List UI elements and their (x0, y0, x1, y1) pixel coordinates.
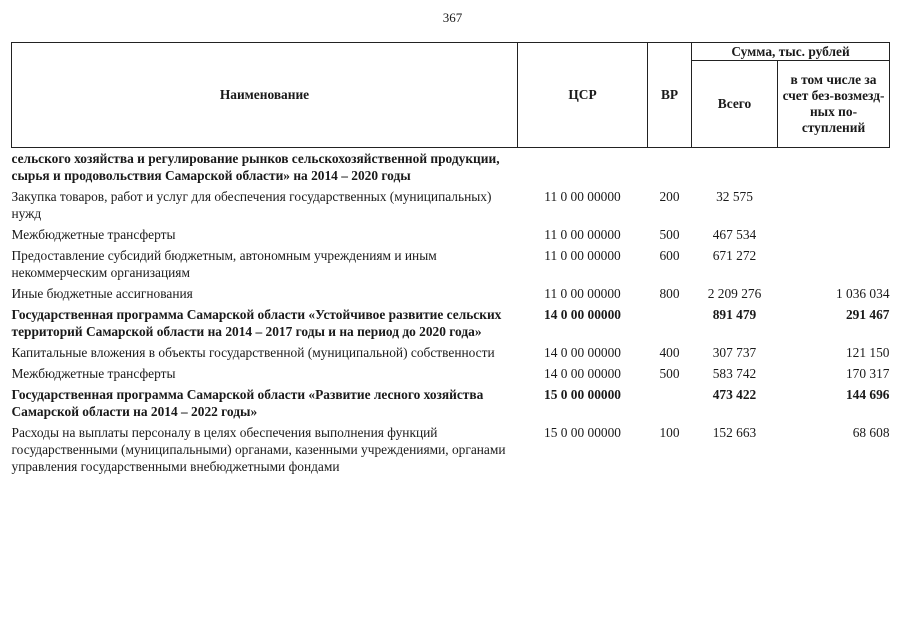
table-row (12, 302, 890, 340)
row-total: 891 479 (712, 307, 757, 322)
row-vr: 100 (659, 425, 680, 440)
row-csr: 15 0 00 00000 (544, 425, 621, 440)
header-sum-group: Сумма, тыс. рублей (692, 43, 890, 61)
row-csr: 14 0 00 00000 (544, 345, 621, 360)
header-gratuitous: в том числе за счет без-возмезд-ных по-ступлений (778, 61, 890, 148)
row-name: Государственная программа Самарской области «Развитие лесного хозяйства Самарской области на 2014 – 2022 годы» (11, 387, 484, 419)
row-gratuitous: 121 150 (845, 345, 890, 360)
table-header (12, 43, 890, 148)
row-name: Закупка товаров, работ и услуг для обеспечения государственных (муниципальных) нужд (11, 189, 492, 221)
row-csr (518, 148, 648, 185)
row-gratuitous: 1 036 034 (835, 286, 890, 301)
row-total: 467 534 (712, 227, 757, 242)
table-row (12, 148, 890, 185)
row-total: 671 272 (712, 248, 757, 263)
row-name: Межбюджетные трансферты (11, 227, 176, 242)
row-csr: 15 0 00 00000 (544, 387, 621, 402)
page-number: 367 (442, 10, 463, 25)
table-row (12, 222, 890, 243)
row-total: 152 663 (712, 425, 757, 440)
row-total: 32 575 (716, 189, 753, 204)
table-row (12, 361, 890, 382)
row-vr: 400 (659, 345, 680, 360)
row-csr: 11 0 00 00000 (544, 286, 621, 301)
row-gratuitous: 170 317 (845, 366, 890, 381)
table-row (12, 243, 890, 281)
table-row (12, 382, 890, 420)
row-total (692, 148, 778, 185)
table-row (12, 184, 890, 222)
row-vr (648, 382, 692, 420)
row-gratuitous: 68 608 (852, 425, 890, 440)
row-vr (648, 148, 692, 185)
table-body (12, 148, 890, 476)
header-vr: ВР (648, 43, 692, 148)
header-total: Всего (692, 61, 778, 148)
row-gratuitous (778, 148, 890, 185)
table-row (12, 340, 890, 361)
row-csr: 11 0 00 00000 (544, 248, 621, 263)
row-csr: 14 0 00 00000 (544, 366, 621, 381)
row-total: 473 422 (712, 387, 757, 402)
row-csr: 11 0 00 00000 (544, 189, 621, 204)
row-gratuitous: 144 696 (845, 387, 890, 402)
row-vr: 800 (659, 286, 680, 301)
row-name: Предоставление субсидий бюджетным, автономным учреждениям и иным некоммерческим организациям (11, 248, 437, 280)
header-name: Наименование (12, 43, 518, 148)
row-gratuitous: 291 467 (845, 307, 890, 322)
row-vr: 500 (659, 366, 680, 381)
row-name: Межбюджетные трансферты (11, 366, 176, 381)
row-gratuitous (778, 243, 890, 281)
row-csr: 14 0 00 00000 (544, 307, 621, 322)
table-row (12, 420, 890, 475)
row-vr: 200 (659, 189, 680, 204)
row-gratuitous (778, 184, 890, 222)
row-vr (648, 302, 692, 340)
row-name: сельского хозяйства и регулирование рынков сельскохозяйственной продукции, сырья и продовольствия Самарской области» на 2014 – 2020 годы (11, 151, 500, 183)
row-csr: 11 0 00 00000 (544, 227, 621, 242)
table-row (12, 281, 890, 302)
row-gratuitous (778, 222, 890, 243)
row-vr: 600 (659, 248, 680, 263)
budget-table (11, 42, 890, 475)
row-total: 583 742 (712, 366, 757, 381)
row-total: 2 209 276 (707, 286, 762, 301)
row-name: Капитальные вложения в объекты государственной (муниципальной) собственности (11, 345, 495, 360)
row-name: Иные бюджетные ассигнования (11, 286, 193, 301)
header-csr: ЦСР (518, 43, 648, 148)
row-vr: 500 (659, 227, 680, 242)
row-name: Государственная программа Самарской области «Устойчивое развитие сельских территорий Самарской области на 2014 – 2017 годы и на период до 2020 года» (11, 307, 502, 339)
row-total: 307 737 (712, 345, 757, 360)
row-name: Расходы на выплаты персоналу в целях обеспечения выполнения функций государственными (муниципальными) органами, казенными учреждениями, органами управления государственными внебюджетными фондами (11, 425, 506, 474)
